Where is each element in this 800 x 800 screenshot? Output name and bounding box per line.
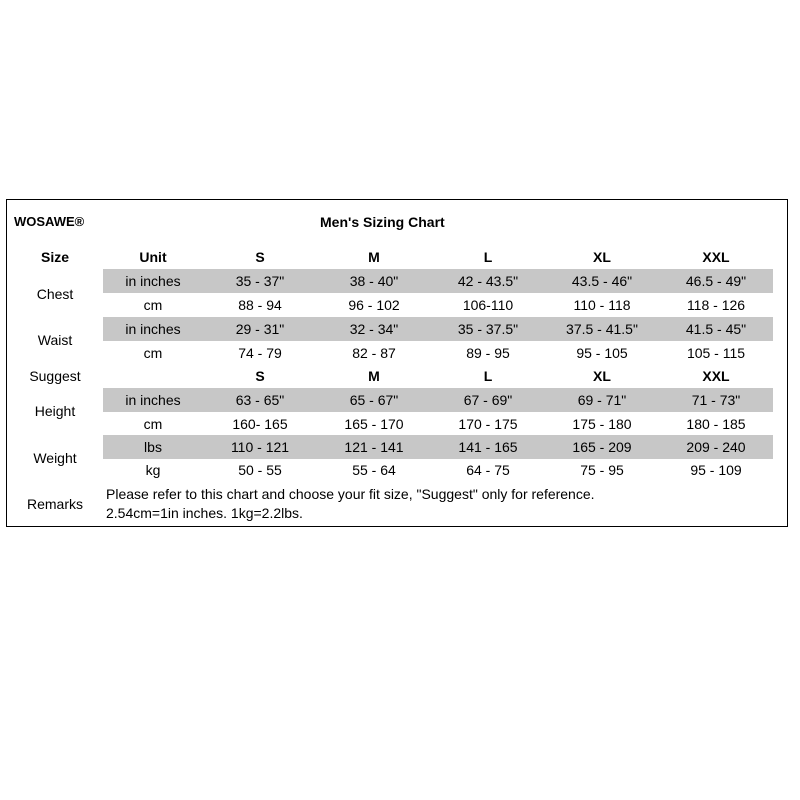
suggest-size-row (103, 364, 773, 388)
value-cell: 110 - 118 (573, 297, 631, 313)
waist-inches-row (103, 317, 773, 341)
waist-label: Waist (37, 332, 73, 348)
unit-header: Unit (139, 249, 167, 265)
value-cell: 118 - 126 (686, 297, 746, 313)
chest-inches-row (103, 269, 773, 293)
value-cell: 75 - 95 (580, 462, 624, 478)
header-row (103, 245, 773, 269)
value-cell: 170 - 175 (458, 416, 518, 432)
suggest-size-xxl: XXL (702, 368, 730, 384)
value-cell: 89 - 95 (466, 345, 510, 361)
value-cell: 165 - 209 (572, 439, 632, 455)
height-inches-row (103, 388, 773, 412)
value-cell: 95 - 109 (690, 462, 742, 478)
remarks-line-1: Please refer to this chart and choose your fit size, "Suggest" only for reference. (106, 486, 595, 502)
weight-label: Weight (33, 450, 77, 466)
height-label: Height (34, 403, 76, 419)
value-cell: 35 - 37" (235, 273, 285, 289)
suggest-size-s: S (255, 368, 265, 384)
height-cm-row (103, 412, 773, 436)
value-cell: 42 - 43.5" (457, 273, 519, 289)
brand-name: WOSAWE® (14, 214, 85, 229)
value-cell: 160- 165 (232, 416, 288, 432)
size-l-header: L (483, 249, 493, 265)
unit-cell: in inches (125, 392, 181, 408)
value-cell: 65 - 67" (349, 392, 399, 408)
unit-cell: in inches (125, 273, 181, 289)
value-cell: 105 - 115 (686, 345, 746, 361)
unit-cell: cm (143, 345, 163, 361)
value-cell: 106-110 (462, 297, 514, 313)
unit-cell: cm (143, 297, 163, 313)
size-header: Size (40, 249, 69, 265)
size-xl-header: XL (593, 249, 611, 265)
value-cell: 63 - 65" (235, 392, 285, 408)
value-cell: 71 - 73" (691, 392, 741, 408)
value-cell: 96 - 102 (348, 297, 400, 313)
size-xxl-header: XXL (702, 249, 730, 265)
remarks-line-2: 2.54cm=1in inches. 1kg=2.2lbs. (106, 505, 303, 521)
value-cell: 110 - 121 (230, 439, 290, 455)
value-cell: 29 - 31" (235, 321, 285, 337)
value-cell: 35 - 37.5" (457, 321, 519, 337)
value-cell: 165 - 170 (344, 416, 404, 432)
size-m-header: M (368, 249, 380, 265)
remarks-text (106, 485, 766, 523)
value-cell: 67 - 69" (463, 392, 513, 408)
value-cell: 37.5 - 41.5" (566, 321, 638, 337)
value-cell: 209 - 240 (686, 439, 746, 455)
value-cell: 74 - 79 (238, 345, 282, 361)
suggest-size-m: M (368, 368, 380, 384)
unit-cell: kg (145, 462, 161, 478)
chest-label: Chest (36, 286, 74, 302)
value-cell: 69 - 71" (577, 392, 627, 408)
value-cell: 46.5 - 49" (685, 273, 747, 289)
value-cell: 141 - 165 (458, 439, 518, 455)
suggest-size-xl: XL (593, 368, 611, 384)
waist-cm-row (103, 341, 773, 365)
chart-title: Men's Sizing Chart (320, 214, 445, 230)
value-cell: 38 - 40" (349, 273, 399, 289)
value-cell: 43.5 - 46" (571, 273, 633, 289)
value-cell: 175 - 180 (572, 416, 632, 432)
unit-cell: cm (143, 416, 163, 432)
chest-cm-row (103, 293, 773, 317)
value-cell: 41.5 - 45" (685, 321, 747, 337)
suggest-label: Suggest (29, 368, 81, 384)
value-cell: 121 - 141 (344, 439, 404, 455)
weight-kg-row (103, 458, 773, 482)
value-cell: 95 - 105 (576, 345, 628, 361)
value-cell: 180 - 185 (686, 416, 746, 432)
weight-lbs-row (103, 435, 773, 459)
value-cell: 55 - 64 (352, 462, 396, 478)
value-cell: 88 - 94 (238, 297, 282, 313)
value-cell: 32 - 34" (349, 321, 399, 337)
value-cell: 50 - 55 (238, 462, 282, 478)
suggest-size-l: L (483, 368, 493, 384)
unit-cell: lbs (144, 439, 162, 455)
remarks-label: Remarks (26, 496, 83, 512)
value-cell: 64 - 75 (466, 462, 510, 478)
size-s-header: S (255, 249, 265, 265)
value-cell: 82 - 87 (352, 345, 396, 361)
unit-cell: in inches (125, 321, 181, 337)
